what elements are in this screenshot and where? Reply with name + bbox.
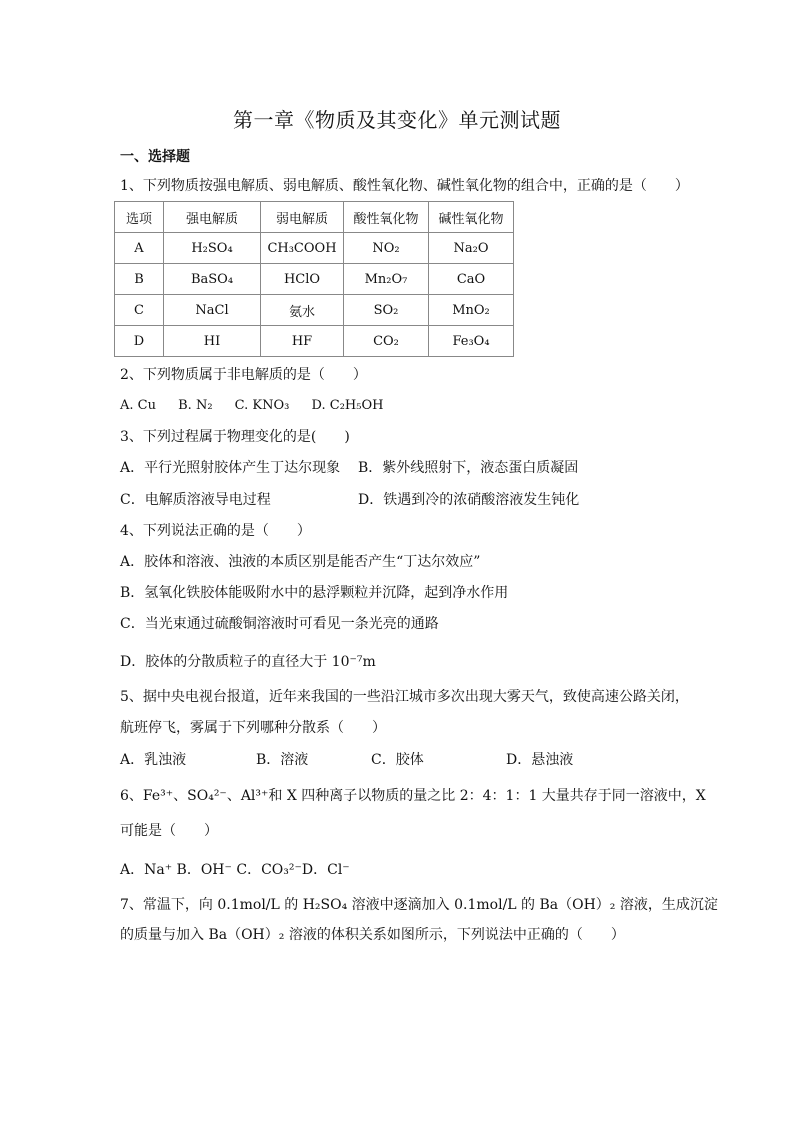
q4-option-b: B．氢氧化铁胶体能吸附水中的悬浮颗粒并沉降，起到净水作用: [120, 585, 509, 601]
cell-option: C: [115, 295, 164, 326]
q3-option-d: D．铁遇到冷的浓硝酸溶液发生钝化: [358, 492, 580, 508]
cell-strong: NaCl: [164, 295, 261, 326]
q2-option-d: D. C₂H₅OH: [311, 398, 384, 413]
cell-option: A: [115, 233, 164, 264]
q2-option-b: B. N₂: [178, 398, 213, 413]
q3-option-c: C．电解质溶液导电过程: [120, 492, 271, 508]
table-row: [115, 264, 514, 295]
section-heading: 一、选择题: [120, 149, 190, 165]
q5-option-b: B．溶液: [256, 752, 309, 768]
cell-weak: HClO: [261, 264, 344, 295]
q4-stem: 4、下列说法正确的是（ ）: [120, 523, 311, 539]
q3-option-b: B．紫外线照射下，液态蛋白质凝固: [358, 460, 579, 476]
table-row: [115, 295, 514, 326]
cell-weak: CH₃COOH: [261, 233, 344, 264]
q7-stem-line1: 7、常温下，向 0.1mol/L 的 H₂SO₄ 溶液中逐滴加入 0.1mol/L 的 Ba（OH）₂ 溶液，生成沉淀: [120, 897, 718, 913]
cell-basic: Na₂O: [429, 233, 514, 264]
cell-option: B: [115, 264, 164, 295]
q5-option-a: A．乳浊液: [120, 752, 187, 768]
q2-option-a: A. Cu: [120, 398, 156, 413]
cell-weak: HF: [261, 326, 344, 357]
cell-weak: 氨水: [261, 295, 344, 326]
cell-acidic: NO₂: [344, 233, 429, 264]
cell-basic: MnO₂: [429, 295, 514, 326]
q5-stem-line1: 5、据中央电视台报道，近年来我国的一些沿江城市多次出现大雾天气，致使高速公路关闭，: [120, 689, 689, 705]
q6-stem-line1: 6、Fe³⁺、SO₄²⁻、Al³⁺和 X 四种离子以物质的量之比 2：4：1：1 大量共存于同一溶液中，X: [120, 788, 706, 804]
q6-stem-line2: 可能是（ ）: [120, 823, 218, 839]
header-basic-oxide: 碱性氧化物: [429, 202, 514, 233]
cell-strong: HI: [164, 326, 261, 357]
table-row: [115, 326, 514, 357]
cell-option: D: [115, 326, 164, 357]
table-row: [115, 233, 514, 264]
q2-options: [120, 397, 383, 415]
cell-basic: CaO: [429, 264, 514, 295]
header-option: 选项: [115, 202, 164, 233]
q2-stem: 2、下列物质属于非电解质的是（ ）: [120, 367, 367, 383]
header-weak-electrolyte: 弱电解质: [261, 202, 344, 233]
cell-basic: Fe₃O₄: [429, 326, 514, 357]
q4-option-d: D．胶体的分散质粒子的直径大于 10⁻⁷m: [120, 654, 376, 670]
cell-strong: BaSO₄: [164, 264, 261, 295]
q3-option-a: A．平行光照射胶体产生丁达尔现象: [120, 460, 341, 476]
q1-stem: 1、下列物质按强电解质、弱电解质、酸性氧化物、碱性氧化物的组合中，正确的是（ ）: [120, 178, 689, 194]
cell-acidic: CO₂: [344, 326, 429, 357]
table-header-row: [115, 202, 514, 233]
q2-option-c: C. KNO₃: [234, 398, 290, 413]
q5-stem-line2: 航班停飞，雾属于下列哪种分散系（ ）: [120, 720, 386, 736]
q1-options-table: [114, 201, 514, 357]
q4-option-a: A．胶体和溶液、浊液的本质区别是能否产生“丁达尔效应”: [120, 554, 481, 570]
cell-strong: H₂SO₄: [164, 233, 261, 264]
q5-option-d: D．悬浊液: [506, 752, 574, 768]
q7-stem-line2: 的质量与加入 Ba（OH）₂ 溶液的体积关系如图所示，下列说法中正确的（ ）: [120, 927, 625, 943]
q3-stem: 3、下列过程属于物理变化的是( ): [120, 429, 350, 445]
q6-options: A．Na⁺ B．OH⁻ C．CO₃²⁻D．Cl⁻: [120, 862, 350, 878]
cell-acidic: SO₂: [344, 295, 429, 326]
q4-option-c: C．当光束通过硫酸铜溶液时可看见一条光亮的通路: [120, 616, 439, 632]
q5-option-c: C．胶体: [371, 752, 424, 768]
cell-acidic: Mn₂O₇: [344, 264, 429, 295]
page-title: 第一章《物质及其变化》单元测试题: [233, 108, 561, 132]
header-strong-electrolyte: 强电解质: [164, 202, 261, 233]
header-acidic-oxide: 酸性氧化物: [344, 202, 429, 233]
